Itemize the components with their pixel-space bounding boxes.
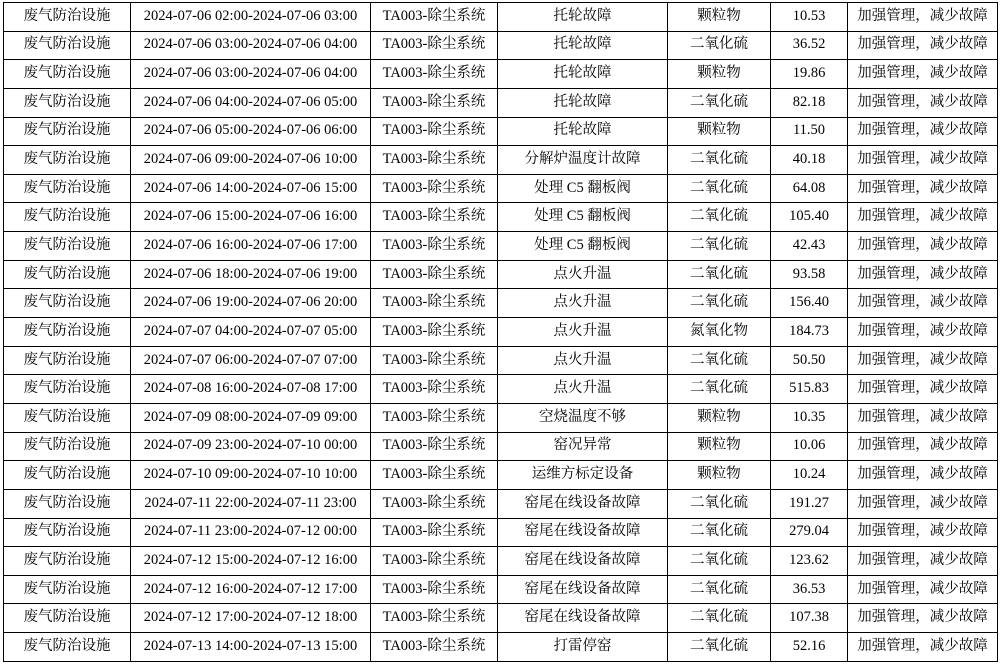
cell-pollutant: 颗粒物 xyxy=(668,3,771,32)
cell-time_range: 2024-07-08 16:00-2024-07-08 17:00 xyxy=(131,375,371,404)
cell-pollutant: 颗粒物 xyxy=(668,403,771,432)
cell-pollutant: 二氧化硫 xyxy=(668,203,771,232)
cell-system: TA003-除尘系统 xyxy=(371,403,498,432)
cell-fault: 窑尾在线设备故障 xyxy=(498,518,668,547)
cell-system: TA003-除尘系统 xyxy=(371,31,498,60)
cell-fault: 空烧温度不够 xyxy=(498,403,668,432)
cell-value: 64.08 xyxy=(771,174,848,203)
cell-value: 42.43 xyxy=(771,232,848,261)
cell-pollutant: 颗粒物 xyxy=(668,117,771,146)
cell-pollutant: 二氧化硫 xyxy=(668,31,771,60)
cell-value: 10.35 xyxy=(771,403,848,432)
cell-fault: 点火升温 xyxy=(498,289,668,318)
table-body xyxy=(4,3,998,662)
cell-pollutant: 颗粒物 xyxy=(668,432,771,461)
cell-suggestion: 加强管理，减少故障 xyxy=(848,174,998,203)
cell-time_range: 2024-07-06 03:00-2024-07-06 04:00 xyxy=(131,60,371,89)
cell-pollutant: 二氧化硫 xyxy=(668,633,771,662)
cell-pollutant: 颗粒物 xyxy=(668,461,771,490)
cell-time_range: 2024-07-12 15:00-2024-07-12 16:00 xyxy=(131,547,371,576)
table-row xyxy=(4,375,998,404)
cell-value: 515.83 xyxy=(771,375,848,404)
cell-time_range: 2024-07-09 23:00-2024-07-10 00:00 xyxy=(131,432,371,461)
table-row xyxy=(4,117,998,146)
cell-pollutant: 二氧化硫 xyxy=(668,575,771,604)
cell-fault: 窑况异常 xyxy=(498,432,668,461)
cell-time_range: 2024-07-06 14:00-2024-07-06 15:00 xyxy=(131,174,371,203)
cell-facility: 废气防治设施 xyxy=(4,31,131,60)
cell-facility: 废气防治设施 xyxy=(4,489,131,518)
cell-time_range: 2024-07-07 06:00-2024-07-07 07:00 xyxy=(131,346,371,375)
table-row xyxy=(4,518,998,547)
cell-system: TA003-除尘系统 xyxy=(371,575,498,604)
cell-fault: 打雷停窑 xyxy=(498,633,668,662)
cell-fault: 托轮故障 xyxy=(498,60,668,89)
cell-fault: 点火升温 xyxy=(498,260,668,289)
cell-suggestion: 加强管理，减少故障 xyxy=(848,547,998,576)
cell-fault: 处理 C5 翻板阀 xyxy=(498,232,668,261)
cell-time_range: 2024-07-06 16:00-2024-07-06 17:00 xyxy=(131,232,371,261)
table-row xyxy=(4,461,998,490)
cell-time_range: 2024-07-11 22:00-2024-07-11 23:00 xyxy=(131,489,371,518)
cell-suggestion: 加强管理，减少故障 xyxy=(848,232,998,261)
fault-records-table xyxy=(3,2,998,662)
cell-value: 10.06 xyxy=(771,432,848,461)
cell-facility: 废气防治设施 xyxy=(4,575,131,604)
cell-value: 93.58 xyxy=(771,260,848,289)
cell-value: 191.27 xyxy=(771,489,848,518)
cell-time_range: 2024-07-06 18:00-2024-07-06 19:00 xyxy=(131,260,371,289)
cell-time_range: 2024-07-06 05:00-2024-07-06 06:00 xyxy=(131,117,371,146)
table-row xyxy=(4,318,998,347)
cell-suggestion: 加强管理，减少故障 xyxy=(848,461,998,490)
cell-system: TA003-除尘系统 xyxy=(371,146,498,175)
cell-fault: 处理 C5 翻板阀 xyxy=(498,174,668,203)
cell-system: TA003-除尘系统 xyxy=(371,318,498,347)
cell-suggestion: 加强管理，减少故障 xyxy=(848,88,998,117)
cell-time_range: 2024-07-09 08:00-2024-07-09 09:00 xyxy=(131,403,371,432)
cell-suggestion: 加强管理，减少故障 xyxy=(848,117,998,146)
cell-pollutant: 二氧化硫 xyxy=(668,232,771,261)
cell-system: TA003-除尘系统 xyxy=(371,489,498,518)
cell-pollutant: 二氧化硫 xyxy=(668,604,771,633)
cell-pollutant: 二氧化硫 xyxy=(668,146,771,175)
cell-fault: 点火升温 xyxy=(498,346,668,375)
cell-value: 11.50 xyxy=(771,117,848,146)
cell-suggestion: 加强管理，减少故障 xyxy=(848,518,998,547)
cell-suggestion: 加强管理，减少故障 xyxy=(848,203,998,232)
table-row xyxy=(4,633,998,662)
cell-system: TA003-除尘系统 xyxy=(371,346,498,375)
cell-suggestion: 加强管理，减少故障 xyxy=(848,403,998,432)
cell-system: TA003-除尘系统 xyxy=(371,547,498,576)
cell-system: TA003-除尘系统 xyxy=(371,60,498,89)
cell-pollutant: 二氧化硫 xyxy=(668,375,771,404)
cell-value: 52.16 xyxy=(771,633,848,662)
cell-time_range: 2024-07-10 09:00-2024-07-10 10:00 xyxy=(131,461,371,490)
cell-facility: 废气防治设施 xyxy=(4,88,131,117)
cell-system: TA003-除尘系统 xyxy=(371,260,498,289)
cell-facility: 废气防治设施 xyxy=(4,318,131,347)
cell-pollutant: 二氧化硫 xyxy=(668,174,771,203)
cell-facility: 废气防治设施 xyxy=(4,289,131,318)
cell-suggestion: 加强管理，减少故障 xyxy=(848,318,998,347)
cell-system: TA003-除尘系统 xyxy=(371,289,498,318)
table-row xyxy=(4,60,998,89)
cell-value: 36.52 xyxy=(771,31,848,60)
cell-pollutant: 二氧化硫 xyxy=(668,346,771,375)
cell-facility: 废气防治设施 xyxy=(4,346,131,375)
cell-value: 279.04 xyxy=(771,518,848,547)
cell-suggestion: 加强管理，减少故障 xyxy=(848,146,998,175)
cell-value: 184.73 xyxy=(771,318,848,347)
cell-value: 82.18 xyxy=(771,88,848,117)
table-row xyxy=(4,432,998,461)
table-row xyxy=(4,3,998,32)
cell-facility: 废气防治设施 xyxy=(4,117,131,146)
table-row xyxy=(4,489,998,518)
cell-suggestion: 加强管理，减少故障 xyxy=(848,60,998,89)
cell-pollutant: 颗粒物 xyxy=(668,60,771,89)
cell-time_range: 2024-07-06 09:00-2024-07-06 10:00 xyxy=(131,146,371,175)
table-row xyxy=(4,604,998,633)
cell-value: 36.53 xyxy=(771,575,848,604)
table-row xyxy=(4,146,998,175)
cell-suggestion: 加强管理，减少故障 xyxy=(848,3,998,32)
table-row xyxy=(4,260,998,289)
cell-time_range: 2024-07-11 23:00-2024-07-12 00:00 xyxy=(131,518,371,547)
cell-facility: 废气防治设施 xyxy=(4,260,131,289)
cell-fault: 分解炉温度计故障 xyxy=(498,146,668,175)
cell-system: TA003-除尘系统 xyxy=(371,174,498,203)
cell-facility: 废气防治设施 xyxy=(4,146,131,175)
cell-facility: 废气防治设施 xyxy=(4,60,131,89)
cell-value: 19.86 xyxy=(771,60,848,89)
table-row xyxy=(4,88,998,117)
cell-system: TA003-除尘系统 xyxy=(371,633,498,662)
cell-facility: 废气防治设施 xyxy=(4,604,131,633)
cell-value: 40.18 xyxy=(771,146,848,175)
table-row xyxy=(4,289,998,318)
cell-suggestion: 加强管理，减少故障 xyxy=(848,260,998,289)
cell-suggestion: 加强管理，减少故障 xyxy=(848,604,998,633)
cell-time_range: 2024-07-12 17:00-2024-07-12 18:00 xyxy=(131,604,371,633)
cell-fault: 窑尾在线设备故障 xyxy=(498,575,668,604)
cell-pollutant: 二氧化硫 xyxy=(668,489,771,518)
cell-facility: 废气防治设施 xyxy=(4,3,131,32)
cell-system: TA003-除尘系统 xyxy=(371,461,498,490)
cell-fault: 窑尾在线设备故障 xyxy=(498,547,668,576)
cell-time_range: 2024-07-12 16:00-2024-07-12 17:00 xyxy=(131,575,371,604)
cell-system: TA003-除尘系统 xyxy=(371,604,498,633)
cell-fault: 托轮故障 xyxy=(498,31,668,60)
table-row xyxy=(4,203,998,232)
cell-time_range: 2024-07-06 02:00-2024-07-06 03:00 xyxy=(131,3,371,32)
cell-facility: 废气防治设施 xyxy=(4,203,131,232)
cell-value: 10.24 xyxy=(771,461,848,490)
cell-fault: 处理 C5 翻板阀 xyxy=(498,203,668,232)
cell-time_range: 2024-07-06 03:00-2024-07-06 04:00 xyxy=(131,31,371,60)
table-row xyxy=(4,547,998,576)
cell-fault: 窑尾在线设备故障 xyxy=(498,489,668,518)
cell-fault: 点火升温 xyxy=(498,318,668,347)
table-row xyxy=(4,174,998,203)
cell-facility: 废气防治设施 xyxy=(4,518,131,547)
cell-system: TA003-除尘系统 xyxy=(371,117,498,146)
cell-time_range: 2024-07-07 04:00-2024-07-07 05:00 xyxy=(131,318,371,347)
cell-pollutant: 二氧化硫 xyxy=(668,547,771,576)
cell-fault: 窑尾在线设备故障 xyxy=(498,604,668,633)
cell-system: TA003-除尘系统 xyxy=(371,232,498,261)
cell-value: 156.40 xyxy=(771,289,848,318)
cell-suggestion: 加强管理，减少故障 xyxy=(848,575,998,604)
cell-system: TA003-除尘系统 xyxy=(371,375,498,404)
cell-value: 107.38 xyxy=(771,604,848,633)
cell-suggestion: 加强管理，减少故障 xyxy=(848,375,998,404)
cell-system: TA003-除尘系统 xyxy=(371,3,498,32)
cell-pollutant: 二氧化硫 xyxy=(668,88,771,117)
cell-facility: 废气防治设施 xyxy=(4,174,131,203)
cell-time_range: 2024-07-06 04:00-2024-07-06 05:00 xyxy=(131,88,371,117)
cell-suggestion: 加强管理，减少故障 xyxy=(848,633,998,662)
cell-system: TA003-除尘系统 xyxy=(371,432,498,461)
table-row xyxy=(4,403,998,432)
cell-suggestion: 加强管理，减少故障 xyxy=(848,31,998,60)
cell-facility: 废气防治设施 xyxy=(4,633,131,662)
cell-system: TA003-除尘系统 xyxy=(371,518,498,547)
cell-fault: 运维方标定设备 xyxy=(498,461,668,490)
cell-time_range: 2024-07-06 15:00-2024-07-06 16:00 xyxy=(131,203,371,232)
cell-value: 105.40 xyxy=(771,203,848,232)
cell-fault: 点火升温 xyxy=(498,375,668,404)
cell-suggestion: 加强管理，减少故障 xyxy=(848,289,998,318)
cell-facility: 废气防治设施 xyxy=(4,432,131,461)
cell-fault: 托轮故障 xyxy=(498,88,668,117)
cell-pollutant: 二氧化硫 xyxy=(668,260,771,289)
table-row xyxy=(4,575,998,604)
cell-system: TA003-除尘系统 xyxy=(371,88,498,117)
cell-suggestion: 加强管理，减少故障 xyxy=(848,432,998,461)
cell-suggestion: 加强管理，减少故障 xyxy=(848,346,998,375)
cell-suggestion: 加强管理，减少故障 xyxy=(848,489,998,518)
cell-facility: 废气防治设施 xyxy=(4,403,131,432)
cell-value: 123.62 xyxy=(771,547,848,576)
cell-facility: 废气防治设施 xyxy=(4,461,131,490)
cell-pollutant: 二氧化硫 xyxy=(668,518,771,547)
cell-facility: 废气防治设施 xyxy=(4,375,131,404)
table-row xyxy=(4,232,998,261)
cell-fault: 托轮故障 xyxy=(498,117,668,146)
cell-system: TA003-除尘系统 xyxy=(371,203,498,232)
cell-value: 50.50 xyxy=(771,346,848,375)
cell-fault: 托轮故障 xyxy=(498,3,668,32)
cell-value: 10.53 xyxy=(771,3,848,32)
cell-pollutant: 氮氧化物 xyxy=(668,318,771,347)
table-row xyxy=(4,31,998,60)
cell-facility: 废气防治设施 xyxy=(4,232,131,261)
cell-time_range: 2024-07-13 14:00-2024-07-13 15:00 xyxy=(131,633,371,662)
table-row xyxy=(4,346,998,375)
cell-facility: 废气防治设施 xyxy=(4,547,131,576)
cell-time_range: 2024-07-06 19:00-2024-07-06 20:00 xyxy=(131,289,371,318)
cell-pollutant: 二氧化硫 xyxy=(668,289,771,318)
